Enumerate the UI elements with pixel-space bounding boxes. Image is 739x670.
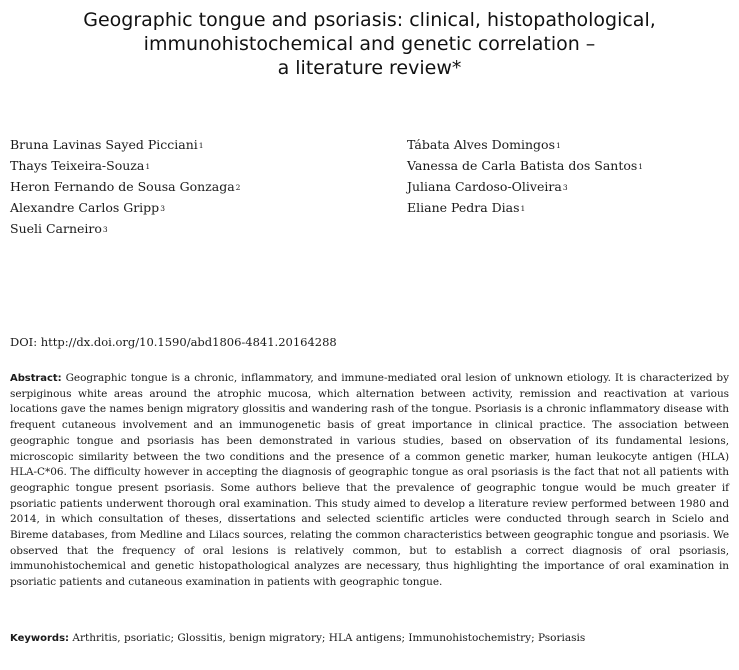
- author-list: [10, 134, 729, 239]
- keywords: [10, 631, 729, 646]
- author: [10, 134, 407, 155]
- title-line-2: immunohistochemical and genetic correlation –: [143, 33, 596, 55]
- keywords-text: Arthritis, psoriatic; Glossitis, benign migratory; HLA antigens; Immunohistochemistry; Psoriasis: [72, 632, 586, 644]
- author-name: Tábata Alves Domingos: [407, 137, 555, 152]
- author: [407, 155, 729, 176]
- title-line-3: a literature review*: [277, 57, 462, 79]
- author: [10, 176, 407, 197]
- affiliation-mark: 1: [638, 162, 644, 171]
- affiliation-mark: 3: [562, 183, 568, 192]
- affiliation-mark: 3: [160, 204, 165, 213]
- author: [407, 197, 729, 218]
- abstract-label: Abstract:: [10, 373, 62, 384]
- author-name: Juliana Cardoso-Oliveira: [407, 179, 562, 194]
- author-name: Alexandre Carlos Gripp: [10, 200, 160, 215]
- author-name: Sueli Carneiro: [10, 221, 102, 236]
- affiliation-mark: 1: [556, 141, 561, 150]
- doi-link[interactable]: DOI: http://dx.doi.org/10.1590/abd1806-4841.20164288: [10, 335, 337, 349]
- author-name: Vanessa de Carla Batista dos Santos: [407, 158, 638, 173]
- author: [407, 134, 729, 155]
- author-name: Heron Fernando de Sousa Gonzaga: [10, 179, 235, 194]
- affiliation-mark: 1: [520, 204, 526, 213]
- affiliation-mark: 2: [235, 183, 241, 192]
- affiliation-mark: 3: [102, 225, 108, 234]
- affiliation-mark: 1: [145, 162, 151, 171]
- author-name: Eliane Pedra Dias: [407, 200, 520, 215]
- abstract-text: Geographic tongue is a chronic, inflammatory, and immune-mediated oral lesion of unknown etiology. It is characterized by serpiginous white areas around the atrophic mucosa, which alternation between activity, remission and reactivation at various locations gave the names benign migratory glossitis and wandering rash of the tongue. Psoriasis is a chronic inflammatory disease with frequent cutaneous involvement and an immunogenetic basis of great importance in clinical practice. The association between geographic tongue and psoriasis has been demonstrated in various studies, based on observation of its fundamental lesions, microscopic similarity between the two conditions and the presence of a common genetic marker, human leukocyte antigen (HLA) HLA-C*06. The difficulty however in accepting the diagnosis of geographic tongue as oral psoriasis is the fact that not all patients with geographic tongue present psoriasis. Some authors believe that the prevalence of geographic tongue would be much greater if psoriatic patients underwent thorough oral examination. This study aimed to develop a literature review performed between 1980 and 2014, in which consultation of theses, dissertations and selected scientific articles were conducted through search in Scielo and Bireme databases, from Medline and Lilacs sources, relating the common characteristics between geographic tongue and psoriasis. We observed that the frequency of oral lesions is relatively common, but to establish a correct diagnosis of oral psoriasis, immunohistochemical and genetic histopathological analyzes are necessary, thus highlighting the importance of oral examination in psoriatic patients and cutaneous examination in patients with geographic tongue.: [10, 372, 729, 589]
- author-column-right: [407, 134, 729, 239]
- author: [407, 176, 729, 197]
- affiliation-mark: 1: [198, 141, 204, 150]
- author-name: Bruna Lavinas Sayed Picciani: [10, 137, 198, 152]
- article-title: [20, 8, 719, 80]
- author: [10, 218, 407, 239]
- abstract: [10, 371, 729, 591]
- author: [10, 197, 407, 218]
- author: [10, 155, 407, 176]
- author-name: Thays Teixeira-Souza: [10, 158, 145, 173]
- author-column-left: [10, 134, 407, 239]
- title-line-1: Geographic tongue and psoriasis: clinical, histopathological,: [83, 9, 656, 31]
- keywords-label: Keywords:: [10, 633, 70, 644]
